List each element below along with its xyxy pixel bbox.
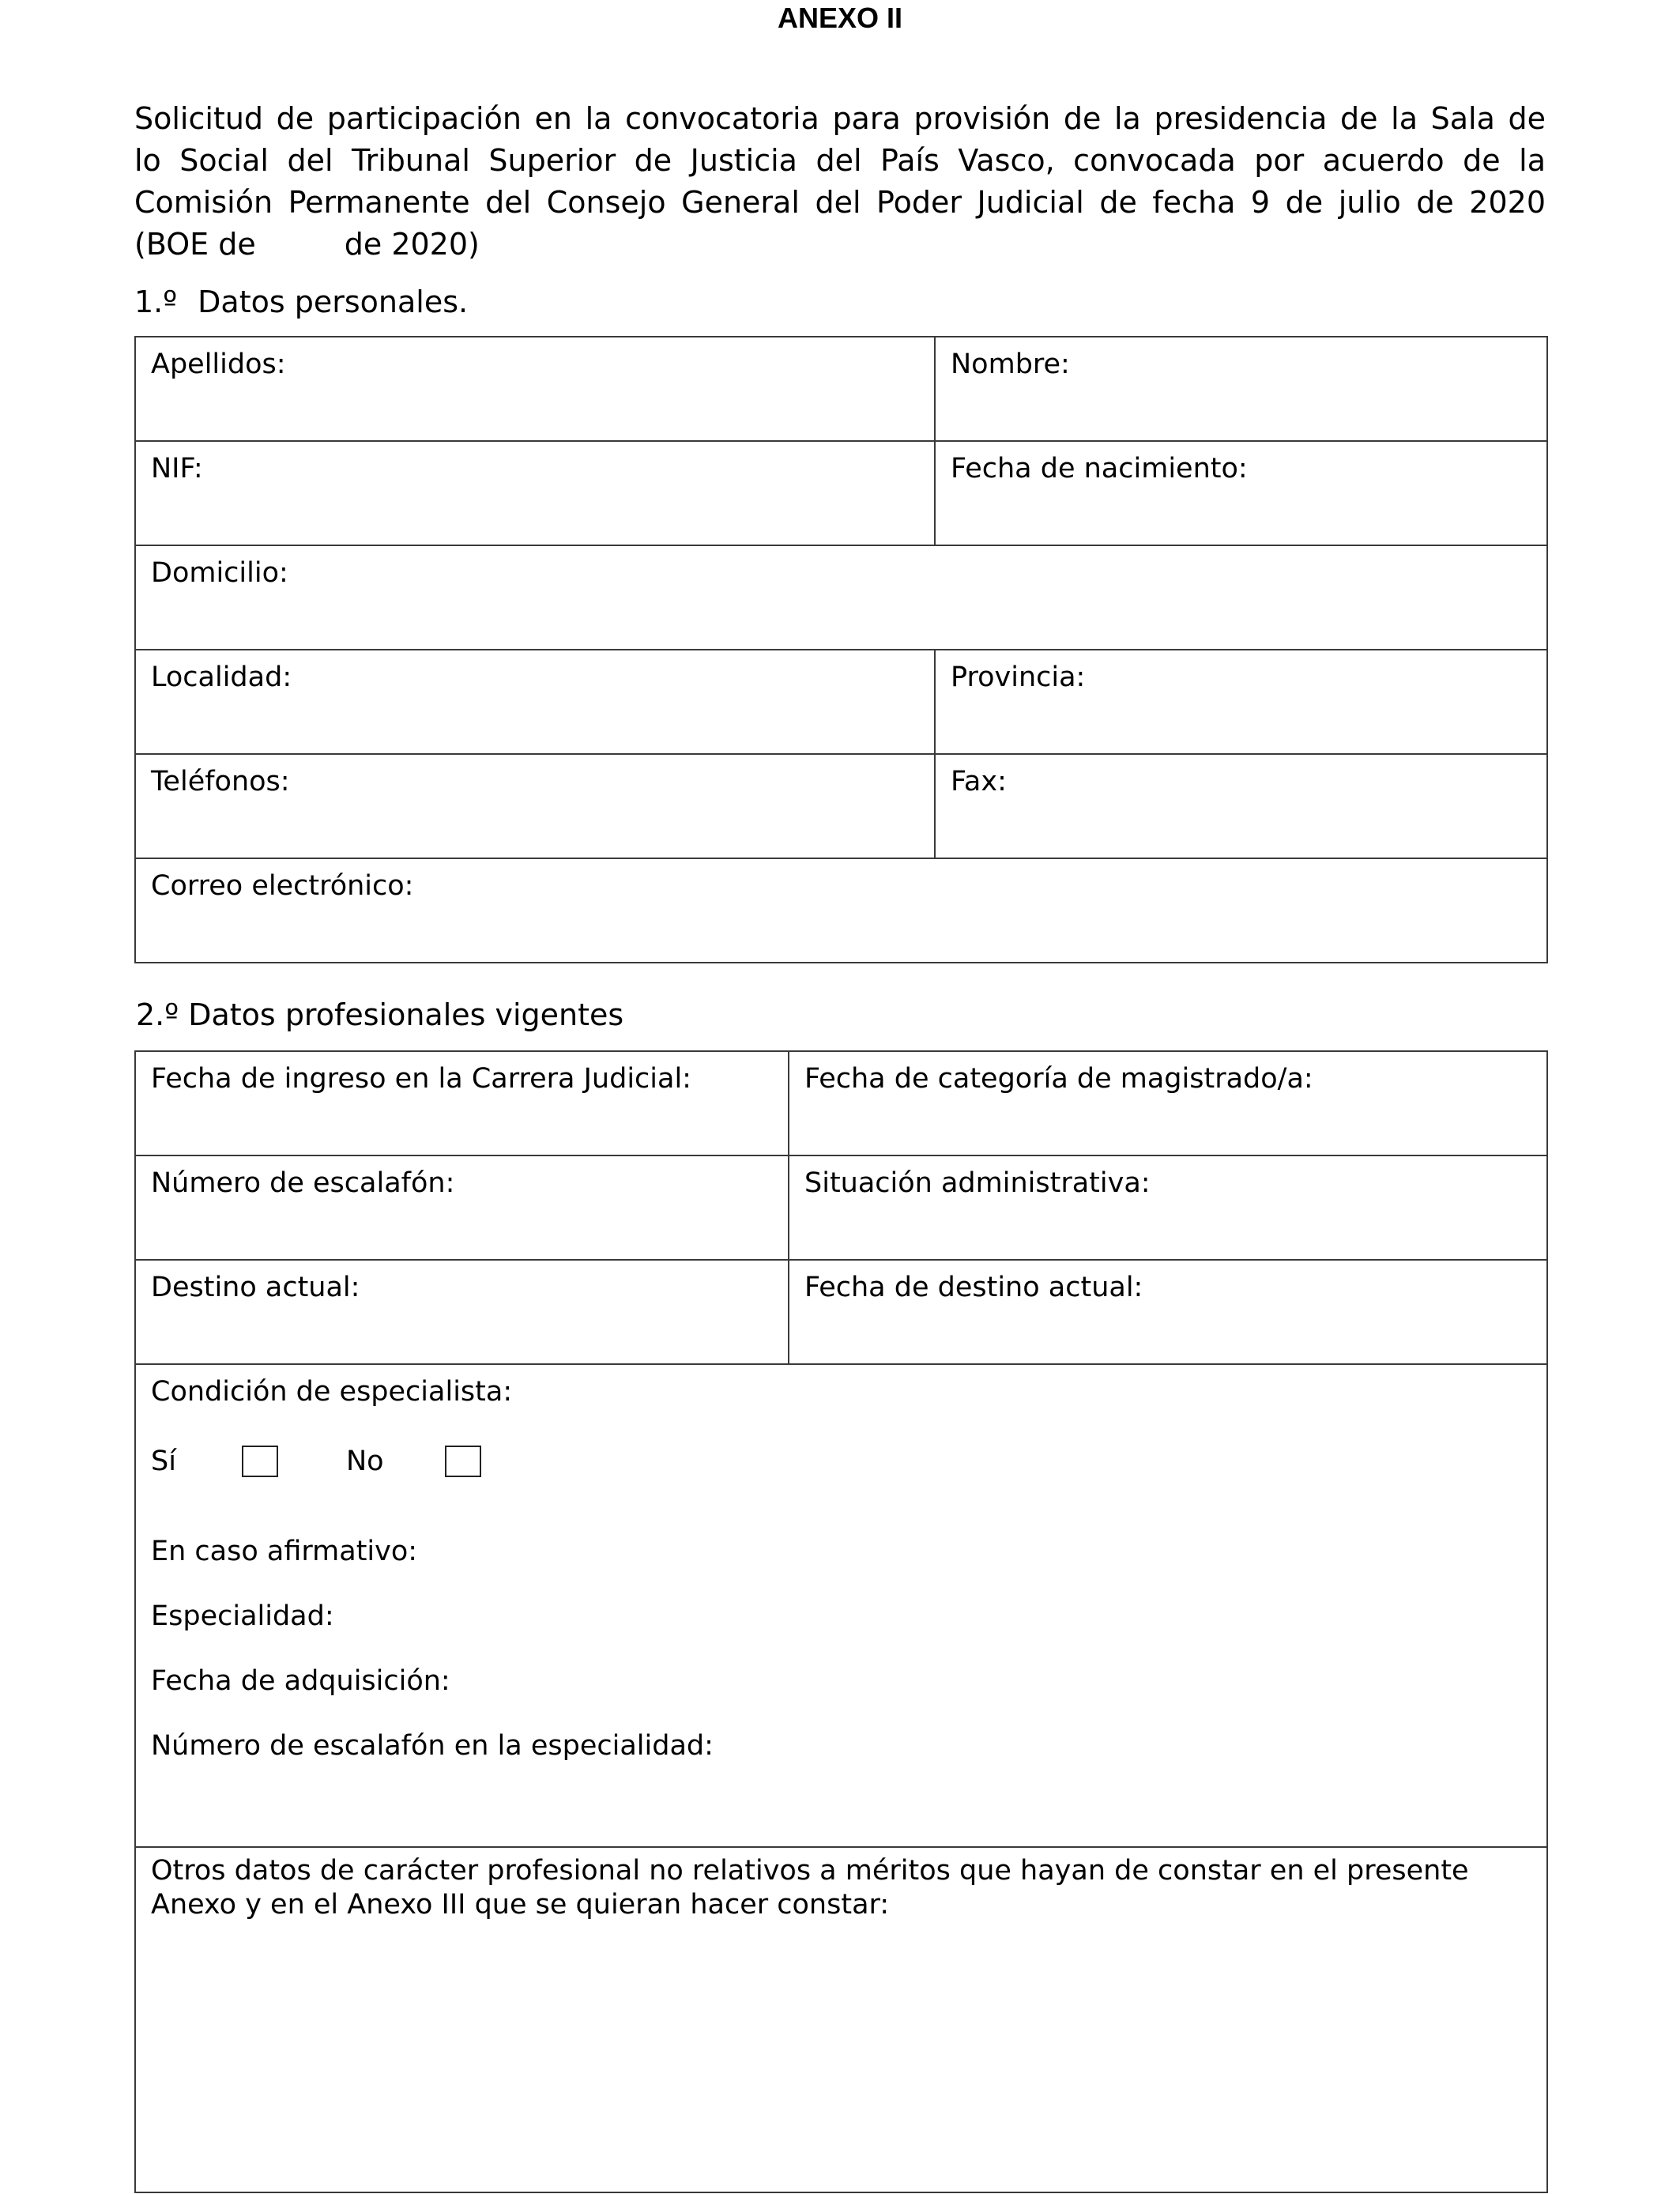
apellidos-label: Apellidos:	[151, 349, 286, 380]
boe-prefix: (BOE de	[134, 227, 256, 262]
boe-suffix: de 2020)	[344, 227, 480, 262]
no-checkbox[interactable]	[445, 1446, 481, 1477]
nif-label: NIF:	[151, 453, 203, 484]
intro-paragraph	[134, 98, 1546, 266]
intro-line: Comisión Permanente del Consejo General del Poder Judicial de fecha 9 de julio de 2020	[134, 185, 1546, 220]
situacion-label: Situación administrativa:	[804, 1167, 1151, 1199]
otros-datos-field[interactable]	[135, 1847, 1547, 2192]
intro-line	[134, 224, 1546, 266]
section-1-title: Datos personales.	[198, 285, 469, 319]
section-1-number: 1.º	[134, 285, 178, 319]
professional-data-table	[134, 1050, 1548, 2193]
telefonos-label: Teléfonos:	[151, 766, 290, 797]
provincia-field[interactable]	[935, 650, 1547, 754]
apellidos-field[interactable]	[135, 337, 935, 441]
correo-label: Correo electrónico:	[151, 870, 414, 902]
especialista-section	[135, 1364, 1547, 1847]
fecha-nacimiento-label: Fecha de nacimiento:	[951, 453, 1248, 484]
si-label: Sí	[151, 1446, 176, 1477]
fax-field[interactable]	[935, 754, 1547, 858]
destino-label: Destino actual:	[151, 1272, 360, 1303]
no-label: No	[346, 1446, 384, 1477]
nombre-field[interactable]	[935, 337, 1547, 441]
section-2-heading: 2.º Datos profesionales vigentes	[136, 997, 624, 1032]
correo-field[interactable]	[135, 858, 1547, 963]
telefonos-field[interactable]	[135, 754, 935, 858]
situacion-field[interactable]	[789, 1155, 1547, 1260]
especialidad-label[interactable]: Especialidad:	[151, 1600, 334, 1632]
intro-line: lo Social del Tribunal Superior de Justicia del País Vasco, convocada por acuerdo de la	[134, 143, 1546, 178]
domicilio-field[interactable]	[135, 545, 1547, 650]
fax-label: Fax:	[951, 766, 1007, 797]
domicilio-label: Domicilio:	[151, 557, 288, 589]
condicion-label: Condición de especialista:	[151, 1376, 513, 1408]
provincia-label: Provincia:	[951, 662, 1086, 693]
otros-datos-label: Otros datos de carácter profesional no relativos a méritos que hayan de constar en el presente	[151, 1855, 1469, 1887]
afirmativo-label: En caso afirmativo:	[151, 1536, 418, 1567]
escalafon-especialidad-label[interactable]: Número de escalafón en la especialidad:	[151, 1730, 714, 1762]
si-checkbox[interactable]	[242, 1446, 278, 1477]
fecha-adquisicion-label[interactable]: Fecha de adquisición:	[151, 1665, 450, 1697]
numero-escalafon-field[interactable]	[135, 1155, 789, 1260]
intro-line: Solicitud de participación en la convocatoria para provisión de la presidencia de la Sala de	[134, 101, 1546, 136]
fecha-categoria-field[interactable]	[789, 1051, 1547, 1155]
fecha-ingreso-field[interactable]	[135, 1051, 789, 1155]
fecha-ingreso-label: Fecha de ingreso en la Carrera Judicial:	[151, 1063, 691, 1095]
fecha-categoria-label: Fecha de categoría de magistrado/a:	[804, 1063, 1313, 1095]
numero-escalafon-label: Número de escalafón:	[151, 1167, 455, 1199]
nif-field[interactable]	[135, 441, 935, 545]
section-1-heading	[134, 285, 468, 319]
especialista-options	[151, 1446, 1546, 1477]
fecha-nacimiento-field[interactable]	[935, 441, 1547, 545]
destino-field[interactable]	[135, 1260, 789, 1364]
fecha-destino-field[interactable]	[789, 1260, 1547, 1364]
localidad-label: Localidad:	[151, 662, 292, 693]
personal-data-table	[134, 336, 1548, 963]
fecha-destino-label: Fecha de destino actual:	[804, 1272, 1143, 1303]
page-title: ANEXO II	[777, 2, 903, 34]
nombre-label: Nombre:	[951, 349, 1070, 380]
otros-datos-label-cont: Anexo y en el Anexo III que se quieran hacer constar:	[151, 1889, 890, 1921]
localidad-field[interactable]	[135, 650, 935, 754]
